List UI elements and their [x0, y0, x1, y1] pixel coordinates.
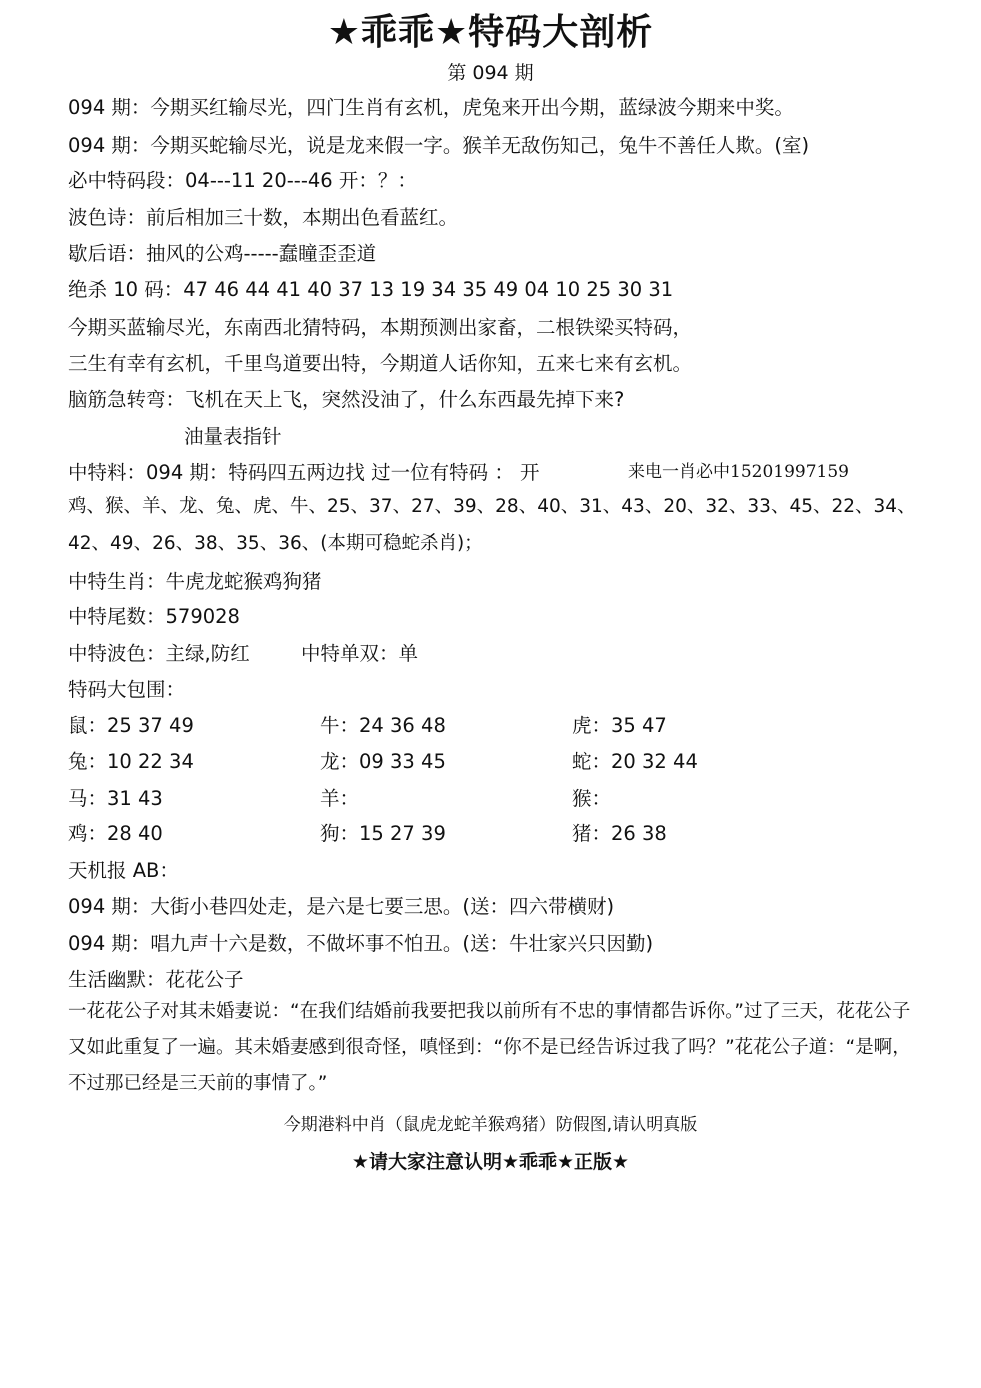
zodiac-name: 羊：: [320, 787, 360, 810]
text-line: 中特尾数：579028: [68, 605, 240, 628]
section-heading: 生活幽默：花花公子: [68, 968, 244, 991]
text-line: 094 期：今期买红输尽光，四门生肖有玄机，虎兔来开出今期，蓝绿波今期来中奖。: [68, 96, 794, 119]
zodiac-name: 虎：: [572, 714, 612, 737]
zodiac-name: 猴：: [572, 787, 612, 810]
zodiac-numbers: 26 38: [611, 822, 667, 845]
text-line: 094 期：今期买蛇输尽光，说是龙来假一字。猴羊无敌伤知己，兔牛不善任人欺。(室): [68, 134, 810, 157]
text-line: 094 期：唱九声十六是数，不做坏事不怕丑。(送：牛壮家兴只因勤): [68, 932, 654, 955]
text-line: 三生有幸有玄机，千里鸟道要出特，今期道人话你知，五来七来有玄机。: [68, 352, 693, 375]
zodiac-numbers: 09 33 45: [359, 750, 446, 773]
zodiac-name: 鸡：: [68, 822, 108, 845]
text-line: 今期买蓝输尽光，东南西北猜特码，本期预测出家畜，二根铁梁买特码，: [68, 316, 693, 339]
zodiac-cell: [572, 818, 667, 846]
zodiac-numbers: 35 47: [611, 714, 667, 737]
zodiac-cell: [320, 818, 446, 846]
zodiac-name: 兔：: [68, 750, 108, 773]
issue-number: 第 094 期: [447, 62, 534, 84]
numbers-line: 鸡、猴、羊、龙、兔、虎、牛、25、37、27、39、28、40、31、43、20、32、33、45、22、34、: [68, 496, 916, 517]
section-heading: 特码大包围：: [68, 678, 186, 701]
zodiac-numbers: 15 27 39: [359, 822, 446, 845]
zodiac-cell: [572, 710, 667, 738]
zodiac-cell: [68, 783, 163, 811]
kill-numbers-line: 绝杀 10 码：47 46 44 41 40 37 13 19 34 35 49 04 10 25 30 31: [68, 278, 674, 301]
zodiac-cell: [68, 710, 194, 738]
page-title: ★乖乖★特码大剖析: [327, 12, 654, 53]
zodiac-name: 鼠：: [68, 714, 108, 737]
zodiac-numbers: 10 22 34: [107, 750, 194, 773]
zodiac-cell: [572, 783, 611, 811]
riddle-line: 脑筋急转弯：飞机在天上飞，突然没油了，什么东西最先掉下来?: [68, 388, 625, 411]
riddle-answer: 油量表指针: [184, 425, 282, 448]
text-line: 中特生肖：牛虎龙蛇猴鸡狗猪: [68, 570, 322, 593]
zodiac-cell: [320, 783, 359, 811]
text-line: 094 期：大街小巷四处走，是六是七要三思。(送：四六带横财): [68, 895, 615, 918]
joke-paragraph: 一花花公子对其未婚妻说：“在我们结婚前我要把我以前所有不忠的事情都告诉你。”过了三天，花花公子又如此重复了一遍。其未婚妻感到很奇怪，嗔怪到：“你不是已经告诉过我了吗？”花花公子道：“是啊，不过那已经是三天前的事情了。”: [68, 1001, 911, 1094]
zodiac-name: 牛：: [320, 714, 360, 737]
zodiac-name: 狗：: [320, 822, 360, 845]
zodiac-cell: [68, 746, 194, 774]
odd-even-line: 中特单双：单: [301, 642, 419, 665]
numbers-line: 42、49、26、38、35、36、(本期可稳蛇杀肖)；: [68, 533, 483, 554]
zodiac-name: 龙：: [320, 750, 360, 773]
zodiac-name: 蛇：: [572, 750, 612, 773]
zodiac-numbers: 24 36 48: [359, 714, 446, 737]
text-line: 必中特码段：04---11 20---46 开：？：: [68, 169, 417, 192]
zodiac-cell: [320, 710, 446, 738]
phone-advert: 来电一肖必中15201997159: [628, 462, 849, 482]
zodiac-name: 马：: [68, 787, 108, 810]
zodiac-numbers: 28 40: [107, 822, 163, 845]
zodiac-numbers: 25 37 49: [107, 714, 194, 737]
footer-note: 今期港料中肖（鼠虎龙蛇羊猴鸡猪）防假图,请认明真版: [283, 1115, 698, 1135]
footer-notice: ★请大家注意认明★乖乖★正版★: [351, 1151, 630, 1173]
zodiac-cell: [572, 746, 698, 774]
zodiac-numbers: 31 43: [107, 787, 163, 810]
text-line: 波色诗：前后相加三十数，本期出色看蓝红。: [68, 206, 459, 229]
text-line: 歇后语：抽风的公鸡-----蠢瞳歪歪道: [68, 242, 377, 265]
zodiac-cell: [320, 746, 446, 774]
section-heading: 天机报 AB：: [68, 859, 179, 882]
wave-color-line: 中特波色：主绿,防红: [68, 642, 250, 665]
zodiac-name: 猪：: [572, 822, 612, 845]
zodiac-numbers: 20 32 44: [611, 750, 698, 773]
text-line: 中特料：094 期：特码四五两边找 过一位有特码 ： 开: [68, 461, 540, 484]
zodiac-cell: [68, 818, 163, 846]
